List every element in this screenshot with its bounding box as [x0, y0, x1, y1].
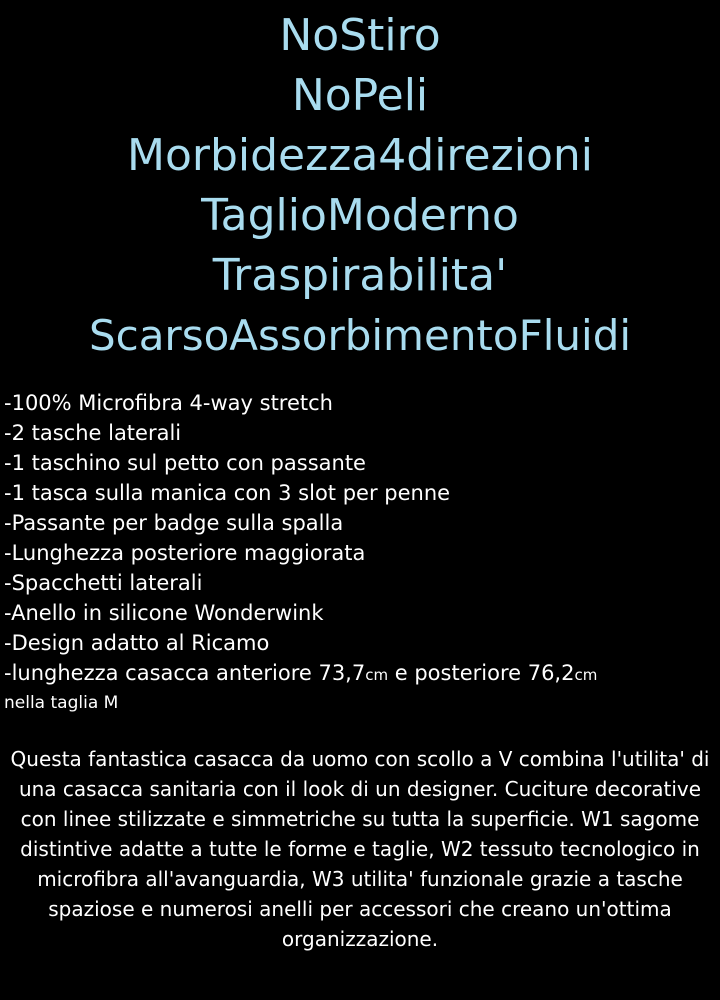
headline-line-4: TaglioModerno — [201, 190, 519, 241]
feature-list — [0, 388, 720, 690]
headline-line-2: NoPeli — [291, 70, 429, 121]
size-note: nella taglia M — [4, 693, 119, 713]
list-item: -Anello in silicone Wonderwink — [4, 601, 324, 625]
description-paragraph: Questa fantastica casacca da uomo con scollo a V combina l'utilita' di una casacca sanitaria con il look di un designer. Cuciture decorative con linee stilizzate e simmetriche su tutta la superficie. W1 sagome distintive adatte a tutte le forme e taglie, W2 tessuto tecnologico in microfibra all'avanguardia, W3 utilita' funzionale grazie a tasche spaziose e numerosi anelli per accessori che creano un'ottima organizzazione. — [10, 747, 710, 951]
list-item: -Passante per badge sulla spalla — [4, 511, 344, 535]
length-prefix: -lunghezza casacca anteriore 73,7 — [4, 661, 366, 685]
list-item: -Design adatto al Ricamo — [4, 631, 270, 655]
list-item: -1 taschino sul petto con passante — [4, 451, 366, 475]
length-unit-front: cm — [365, 666, 389, 684]
list-item: -Lunghezza posteriore maggiorata — [4, 541, 366, 565]
headline-line-3: Morbidezza4direzioni — [127, 130, 593, 181]
list-item: -Spacchetti laterali — [4, 571, 203, 595]
headline-line-1: NoStiro — [279, 10, 441, 61]
length-unit-back: cm — [574, 666, 598, 684]
length-middle: e posteriore 76,2 — [388, 661, 575, 685]
list-item: -1 tasca sulla manica con 3 slot per penne — [4, 481, 451, 505]
list-item-length — [4, 658, 720, 690]
headline-block — [0, 0, 720, 366]
headline-line-6: ScarsoAssorbimentoFluidi — [88, 311, 632, 360]
list-item: -100% Microfibra 4-way stretch — [4, 391, 333, 415]
headline-line-5: Traspirabilita' — [212, 250, 508, 301]
list-item: -2 tasche laterali — [4, 421, 182, 445]
